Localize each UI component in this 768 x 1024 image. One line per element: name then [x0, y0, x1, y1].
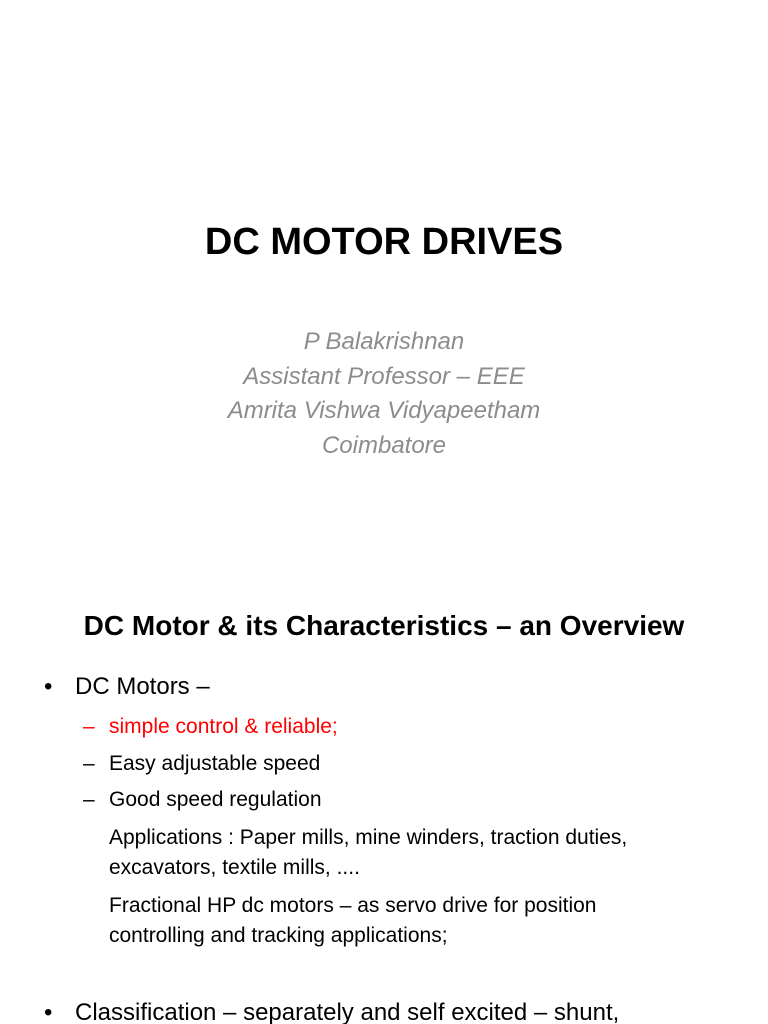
- sub-item-text: Easy adjustable speed: [109, 752, 321, 775]
- bullet-text: DC Motors –: [75, 673, 210, 700]
- dash-icon: –: [83, 752, 95, 775]
- applications-paragraph: [109, 823, 627, 883]
- overview-title: DC Motor & its Characteristics – an Overview: [83, 610, 685, 641]
- dash-icon: –: [83, 715, 95, 738]
- sub-item-text: simple control & reliable;: [109, 715, 338, 738]
- slide-title: DC MOTOR DRIVES: [204, 221, 564, 263]
- sub-item-speed-regulation: [83, 785, 322, 815]
- fractional-line: controlling and tracking applications;: [109, 924, 448, 947]
- dash-icon: –: [83, 788, 95, 811]
- bullet-classification: [44, 998, 619, 1024]
- bullet-text: Classification – separately and self excited – shunt,: [75, 999, 620, 1024]
- sub-item-simple-control: [83, 712, 338, 742]
- sub-item-adjustable-speed: [83, 749, 320, 779]
- bullet-dc-motors: [44, 672, 210, 702]
- overview-slide: [0, 576, 768, 1024]
- applications-line: Applications : Paper mills, mine winders, traction duties,: [109, 826, 628, 849]
- applications-line: excavators, textile mills, ....: [109, 856, 360, 879]
- fractional-line: Fractional HP dc motors – as servo drive for position: [109, 894, 597, 917]
- author-city: Coimbatore: [321, 431, 447, 459]
- author-position: Assistant Professor – EEE: [243, 362, 525, 390]
- author-block: [0, 325, 768, 463]
- bullet-icon: •: [44, 999, 53, 1024]
- fractional-hp-paragraph: [109, 891, 596, 951]
- sub-item-text: Good speed regulation: [109, 788, 322, 811]
- author-name: P Balakrishnan: [303, 328, 465, 355]
- author-institution: Amrita Vishwa Vidyapeetham: [227, 397, 541, 424]
- bullet-icon: •: [44, 673, 53, 700]
